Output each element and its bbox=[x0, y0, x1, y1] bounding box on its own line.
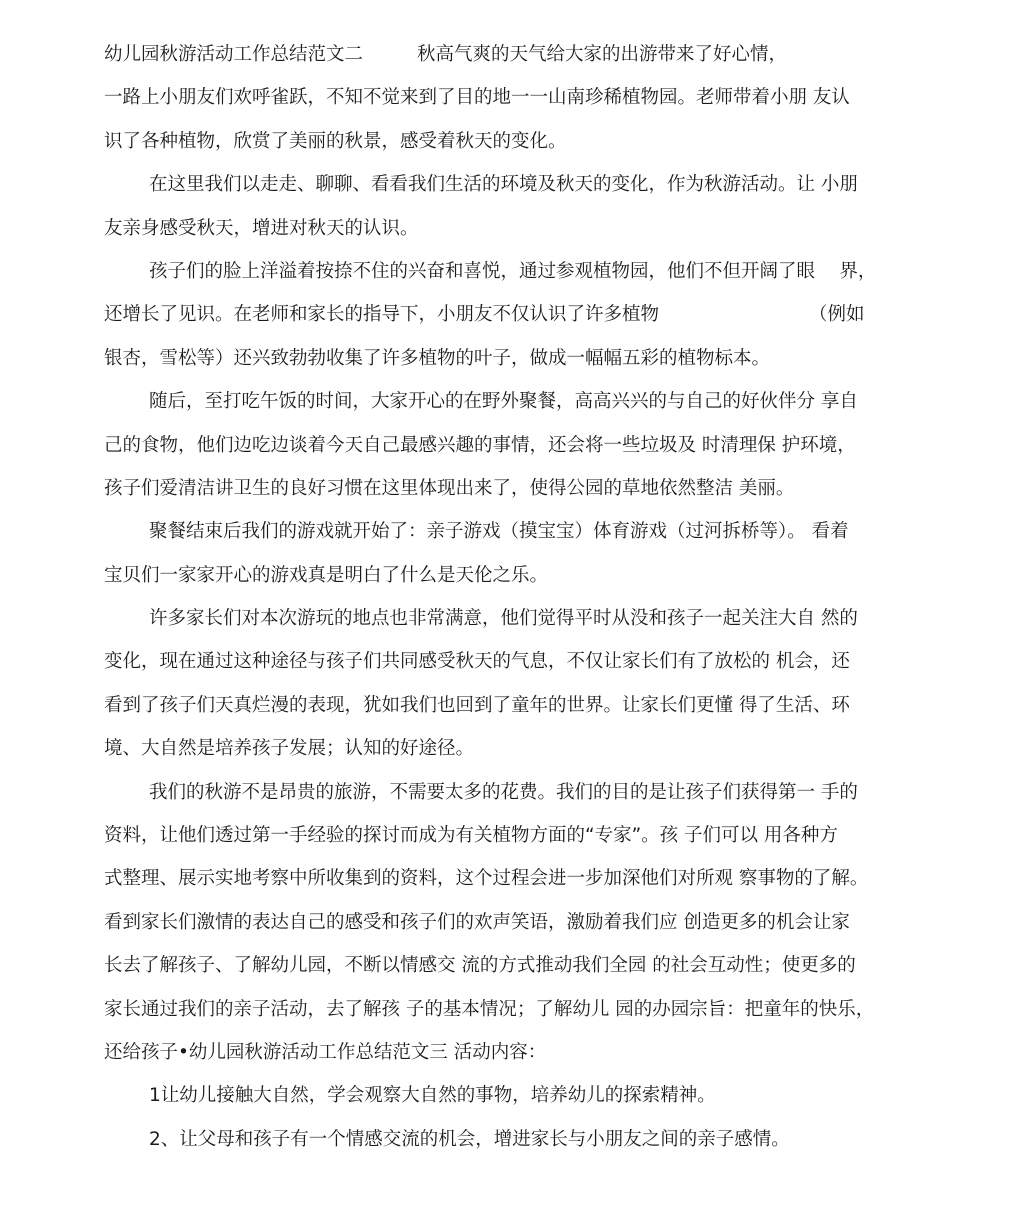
text-line: 己的食物，他们边吃边谈着今天自己最感兴趣的事情，还会将一些垃圾及 时清理保 护环境， bbox=[104, 434, 856, 456]
paragraph-start: 孩子们的脸上洋溢着按捺不住的兴奋和喜悦，通过参观植物园，他们不但开阔了眼 界， bbox=[149, 260, 877, 282]
paragraph-start: 在这里我们以走走、聊聊、看看我们生活的环境及秋天的变化，作为秋游活动。让 小朋 bbox=[149, 174, 858, 196]
text-line: 友亲身感受秋天，增进对秋天的认识。 bbox=[104, 217, 419, 239]
text-line: 银杏，雪松等）还兴致勃勃收集了许多植物的叶子，做成一幅幅五彩的植物标本。 bbox=[104, 347, 771, 369]
text-line: 家长通过我们的亲子活动，去了解孩 子的基本情况；了解幼儿 园的办园宗旨：把童年的快乐， bbox=[104, 998, 875, 1020]
list-item: 2、让父母和孩子有一个情感交流的机会，增进家长与小朋友之间的亲子感情。 bbox=[149, 1128, 790, 1150]
text-line: 孩子们爱清洁讲卫生的良好习惯在这里体现出来了，使得公园的草地依然整洁 美丽。 bbox=[104, 477, 795, 499]
text-line: 还给孩子•幼儿园秋游活动工作总结范文三 活动内容： bbox=[104, 1041, 547, 1063]
paragraph-text: （例如 bbox=[809, 304, 865, 326]
text-line bbox=[104, 293, 916, 336]
text-line: 宝贝们一家家开心的游戏真是明白了什么是天伦之乐。 bbox=[104, 564, 549, 586]
paragraph-text: 秋高气爽的天气给大家的出游带来了好心情， bbox=[417, 44, 788, 65]
document-body bbox=[104, 33, 916, 1161]
text-line: 一路上小朋友们欢呼雀跃，不知不觉来到了目的地一一山南珍稀植物园。老师带着小朋 友认 bbox=[104, 87, 850, 109]
text-line: 长去了解孩子、了解幼儿园，不断以情感交 流的方式推动我们全园 的社会互动性；使更多的 bbox=[104, 955, 856, 977]
text-line: 境、大自然是培养孩子发展；认知的好途径。 bbox=[104, 738, 475, 760]
paragraph-start: 随后，至打吃午饭的时间，大家开心的在野外聚餐，高高兴兴的与自己的好伙伴分 享自 bbox=[149, 391, 858, 413]
list-item: 1让幼儿接触大自然，学会观察大自然的事物，培养幼儿的探索精神。 bbox=[149, 1085, 716, 1107]
paragraph-start: 聚餐结束后我们的游戏就开始了：亲子游戏（摸宝宝）体育游戏（过河拆桥等）。 看着 bbox=[149, 521, 849, 543]
text-line: 资料，让他们透过第一手经验的探讨而成为有关植物方面的“专家”。孩 子们可以 用各种方 bbox=[104, 825, 838, 847]
text-line bbox=[104, 33, 916, 76]
text-line: 变化，现在通过这种途径与孩子们共同感受秋天的气息，不仅让家长们有了放松的 机会，还 bbox=[104, 651, 850, 673]
paragraph-start: 许多家长们对本次游玩的地点也非常满意，他们觉得平时从没和孩子一起关注大自 然的 bbox=[149, 608, 858, 630]
paragraph-start: 我们的秋游不是昂贵的旅游，不需要太多的花费。我们的目的是让孩子们获得第一 手的 bbox=[149, 781, 858, 803]
text-line: 看到了孩子们天真烂漫的表现，犹如我们也回到了童年的世界。让家长们更懂 得了生活、环 bbox=[104, 694, 850, 716]
document-title: 幼儿园秋游活动工作总结范文二 bbox=[104, 44, 364, 65]
text-line: 看到家长们激情的表达自己的感受和孩子们的欢声笑语，激励着我们应 创造更多的机会让家 bbox=[104, 911, 850, 933]
text-line: 式整理、展示实地考察中所收集到的资料，这个过程会进一步加深他们对所观 察事物的了解。 bbox=[104, 868, 869, 890]
paragraph-text: 还增长了见识。在老师和家长的指导下，小朋友不仅认识了许多植物 bbox=[104, 304, 660, 326]
text-line: 识了各种植物，欣赏了美丽的秋景，感受着秋天的变化。 bbox=[104, 130, 567, 152]
